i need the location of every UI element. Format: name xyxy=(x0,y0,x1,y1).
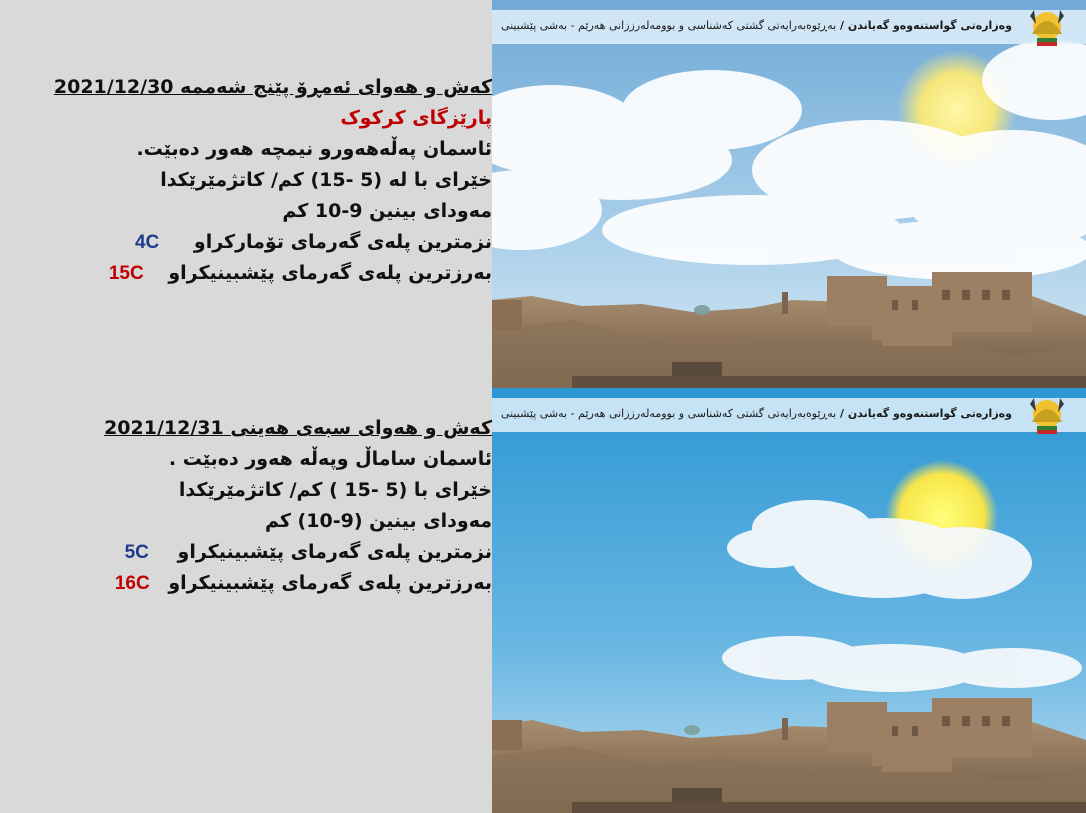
sky-citadel-image xyxy=(492,0,1086,388)
sky-citadel-photo-today xyxy=(492,0,1086,388)
banner-ministry: وەزارەتی گواستنەوەو گەیاندن xyxy=(847,407,1012,420)
sky-citadel-image xyxy=(492,388,1086,813)
forecast-tomorrow-low-row xyxy=(0,537,492,568)
forecast-tomorrow-high-label: بەرزترین پلەی گەرمای پێشبینیکراو xyxy=(168,572,492,594)
kurdistan-emblem-icon xyxy=(1022,392,1072,438)
forecast-today-low-value: 4C xyxy=(134,232,160,253)
forecast-today-high-label: بەرزترین پلەی گەرمای پێشبینیکراو xyxy=(168,262,492,284)
forecast-today-title: کەش و هەوای ئەمڕۆ پێنج شەممە 2021/12/30 xyxy=(53,76,492,98)
kurdistan-emblem-icon xyxy=(1022,4,1072,50)
forecast-tomorrow-low-value: 5C xyxy=(124,542,149,563)
ministry-banner xyxy=(492,10,1086,44)
banner-department: بەڕێوەبەرایەتی گشتی کەشناسی و بوومەلەرززانی هەرێم - بەشی پێشبینی xyxy=(500,407,837,420)
banner-text xyxy=(501,19,1012,32)
banner-text xyxy=(501,407,1012,420)
forecast-today-high-value: 15C xyxy=(108,263,144,284)
sky-citadel-photo-tomorrow xyxy=(492,388,1086,813)
forecast-tomorrow-wind: خێرای با (5 -15 ) کم/ کاتژمێرێکدا xyxy=(178,479,492,501)
forecast-tomorrow-high-row xyxy=(0,568,492,599)
ministry-banner xyxy=(492,398,1086,432)
banner-department: بەڕێوەبەرایەتی گشتی کەشناسی و بوومەلەرززانی هەرێم - بەشی پێشبینی xyxy=(500,19,837,32)
forecast-today-wind: خێرای با لە (5 -15) کم/ کاتژمێرێکدا xyxy=(160,169,492,191)
banner-separator: / xyxy=(836,19,848,32)
forecast-tomorrow-visibility: مەودای بینین (9-10) کم xyxy=(264,510,492,532)
forecast-today-low-row xyxy=(0,227,492,258)
forecast-city: پارێزگای کرکوک xyxy=(340,107,492,129)
forecast-tomorrow-low-label: نزمترین پلەی گەرمای پێشبینیکراو xyxy=(177,541,492,563)
forecast-today xyxy=(0,72,492,289)
banner-ministry: وەزارەتی گواستنەوەو گەیاندن xyxy=(847,19,1012,32)
forecast-tomorrow-title: کەش و هەوای سبەی هەینی 2021/12/31 xyxy=(104,417,492,439)
forecast-today-visibility: مەودای بینین 9-10 کم xyxy=(282,200,492,222)
banner-separator: / xyxy=(836,407,848,420)
forecast-tomorrow-sky: ئاسمان ساماڵ وپەڵە هەور دەبێت . xyxy=(168,448,492,470)
forecast-today-sky: ئاسمان پەڵەهەورو نیمچە هەور دەبێت. xyxy=(136,138,492,160)
forecast-tomorrow-high-value: 16C xyxy=(114,573,150,594)
forecast-today-low-label: نزمترین پلەی گەرمای تۆمارکراو xyxy=(193,231,492,253)
forecast-today-high-row xyxy=(0,258,492,289)
forecast-tomorrow xyxy=(0,413,492,599)
